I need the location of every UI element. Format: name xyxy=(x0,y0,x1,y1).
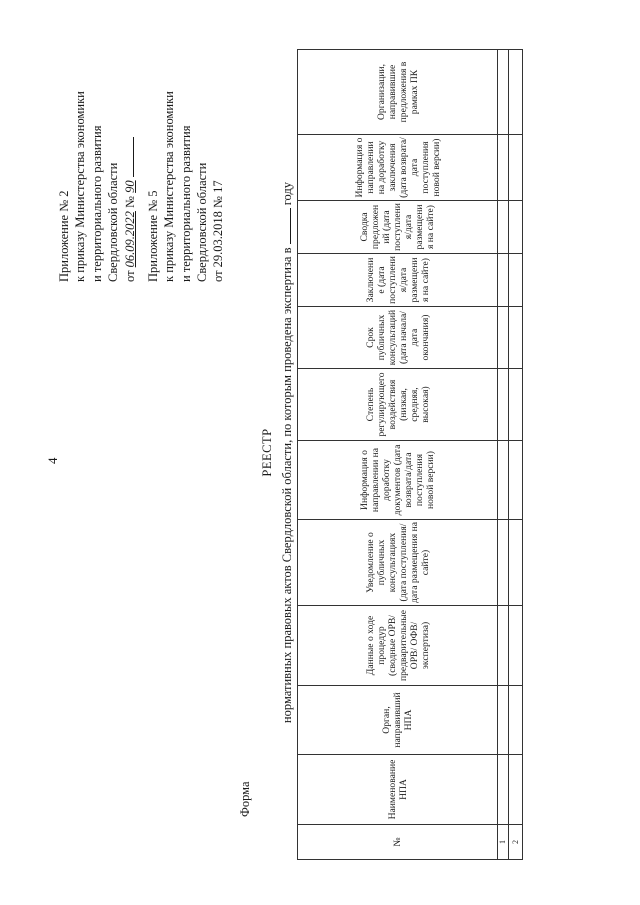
table-cell xyxy=(498,50,509,135)
table-row xyxy=(509,50,523,860)
table-cell xyxy=(498,135,509,201)
col-header-procedure-data: Данные о ходе процедур (сводные ОРВ/предварительные ОРВ/ ОФВ/экспертиза) xyxy=(298,606,498,686)
appendix-current-line1: Приложение № 2 xyxy=(57,190,71,282)
table-cell xyxy=(498,254,509,307)
number-value: 90 xyxy=(123,180,138,193)
col-header-consultation-notice: Уведомление о публичных консультациях (дата поступления/дата размещения на сайте) xyxy=(298,520,498,606)
date-value: 06.09.2022 xyxy=(123,211,138,268)
table-cell xyxy=(509,441,523,520)
table-cell xyxy=(509,686,523,755)
table-cell xyxy=(498,369,509,441)
table-cell xyxy=(509,135,523,201)
col-header-document-revision: Информация о направлении на доработку документов (дата возврата/дата поступления новой версии) xyxy=(298,441,498,520)
table-cell xyxy=(509,254,523,307)
appendix-current-line2: к приказу Министерства экономики xyxy=(73,91,88,282)
reestr-subtitle-text: нормативных правовых актов Свердловской области, по которым проведена экспертиза в xyxy=(280,247,294,724)
registry-table xyxy=(297,49,523,860)
number-blank-line xyxy=(121,137,134,177)
table-cell xyxy=(509,50,523,135)
table-cell xyxy=(498,606,509,686)
appendix-current-block xyxy=(56,91,137,282)
col-header-act-name: Наименование НПА xyxy=(298,755,498,825)
table-cell xyxy=(509,520,523,606)
appendix-original-line3: и территориального развития xyxy=(178,125,193,282)
table-cell xyxy=(498,307,509,369)
table-cell xyxy=(509,307,523,369)
form-label: Форма xyxy=(238,781,252,817)
table-header-row xyxy=(298,50,498,860)
col-header-impact-degree: Степень регулирующего воздействия (низкая, средняя, высокая) xyxy=(298,369,498,441)
year-blank-field xyxy=(278,208,291,244)
table-row xyxy=(498,50,509,860)
appendix-original-line4: Свердловской области xyxy=(194,162,209,282)
col-header-conclusion-revision: Информация о направлении на доработку заключения (дата возврата/дата поступления новой версии) xyxy=(298,135,498,201)
reestr-title: РЕЕСТР xyxy=(260,428,274,477)
row-number: 2 xyxy=(509,825,523,860)
table-cell xyxy=(498,755,509,825)
table-cell xyxy=(498,520,509,606)
appendix-original-block xyxy=(145,91,226,282)
table-cell xyxy=(509,369,523,441)
appendix-original-line2: к приказу Министерства экономики xyxy=(162,91,177,282)
table-cell xyxy=(498,441,509,520)
date-prefix: от xyxy=(123,270,138,282)
table-cell xyxy=(498,686,509,755)
col-header-conclusion: Заключение (дата поступления/дата размещения на сайте) xyxy=(298,254,498,307)
reestr-subtitle xyxy=(278,0,295,905)
appendix-current-date-line xyxy=(121,91,137,282)
table-cell xyxy=(509,201,523,254)
appendix-current-line3: и территориального развития xyxy=(89,125,104,282)
reestr-subtitle-year-word: году xyxy=(280,181,294,206)
col-header-organizations: Организации, направившие предложения в рамках ПК xyxy=(298,50,498,135)
col-header-sending-body: Орган, направивший НПА xyxy=(298,686,498,755)
col-header-proposals-summary: Сводка предложений (дата поступления/дата размещения на сайте) xyxy=(298,201,498,254)
number-prefix: № xyxy=(123,196,138,208)
table-cell xyxy=(498,201,509,254)
row-number: 1 xyxy=(498,825,509,860)
table-cell xyxy=(509,755,523,825)
table-cell xyxy=(509,606,523,686)
appendix-original-line1: Приложение № 5 xyxy=(146,190,160,282)
col-header-number: № xyxy=(298,825,498,860)
col-header-consultation-period: Срок публичных консультаций (дата начала/дата окончания) xyxy=(298,307,498,369)
appendix-original-line5: от 29.03.2018 № 17 xyxy=(211,180,226,282)
page-number: 4 xyxy=(45,457,60,464)
appendix-current-line4: Свердловской области xyxy=(105,162,120,282)
